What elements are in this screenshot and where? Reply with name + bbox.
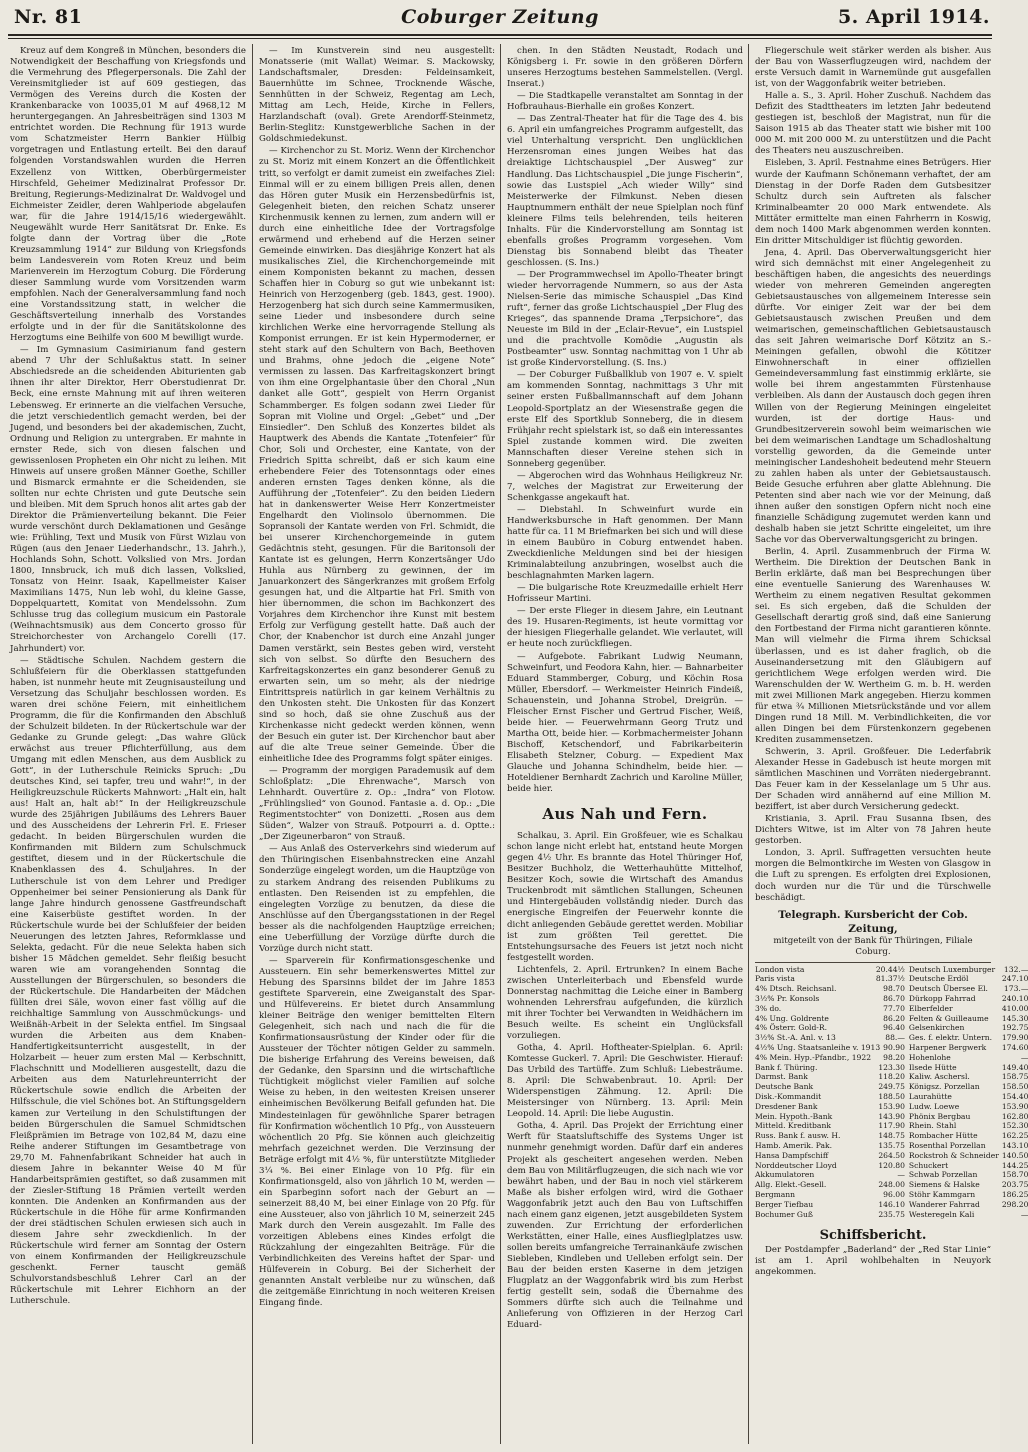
rate-name: Hamb. Amerik. Pak. (755, 1140, 833, 1150)
rate-value: — (897, 1170, 905, 1180)
article-paragraph: — Städtische Schulen. Nachdem gestern die Schlußfeiern für die Oberklassen stattgefunden haben, ist nunmehr heute mit Zeugnisausteilung und Versetzung das Schuljahr beschlossen worden. Es waren drei schöne Feiern, mit einheitlichem Programm, die für die Konfirmanden den Abschluß der Schulzeit bildeten. In der Rückertschule war der Gedanke zu Grunde gelegt: „Das wahre Glück erwächst aus treuer Pflichterfüllung, aus dem Umgang mit edlen Menschen, aus dem Ausblick zu Gott“, in der Lutherschule Reinicks Spruch: „Du deutsches Kind, sei tapfer, treu und wahr!“, in der Heiligkreuzschule Rückerts Mahnwort: „Halt ein, halt aus! Halt an, halt ab!“ In der Heiligkreuzschule wurde des 25jährigen Jubiläums des Lehrers Bauer und des Ausscheidens der Lehrerin Frl. E. Frieser gedacht. In beiden Bürgerschulen wurden die Konfirmanden mit Bildern zum Schulschmuck gestiftet, diesem und in der Rückertschule die Knabenklassen des 4. Schuljahres. In der Lutherschule ist von dem Lehrer und Prediger Oppenheimer bei seiner Pensionierung als Dank für lange Jahre hindurch genossene Gastfreundschaft eine Kaiserbüste gestiftet worden. In der Rückertschule wurde bei der Schlußfeier der beiden Neuerungen des letzten Jahres, Reformklasse und Selekta, gedacht. Für die neue Selekta haben sich bisher 15 Mädchen gemeldet. Sehr fleißig besucht waren wie am vorangehenden Sonntag die Ausstellungen der Bürgerschulen, so besonders die der Rückertschule. Die Handarbeiten der Mädchen füllten drei Säle, wovon einer fast völlig auf die reichhaltige Sammlung von Ausschmückungs- und Weißnäh-Arbeit in der Selekta entfiel. Im Singsaal wurden die Arbeiten aus dem Knaben-Handfertigkeitsunterricht ausgestellt, in der Holzarbeit — heuer zum ersten Mal — Kerbschnitt, Flachschnitt und Modellieren ausgestellt, dazu die Arbeiten aus dem Naturlehreunterricht der Rückertschule sowie endlich die Arbeiten der Hilfsschule, die viel Schönes bot. An Stiftungsgeldern kamen zur Verteilung in den Schulstiftungen der beiden Bürgerschulen die Samuel Schmidtschen Fleißprämien im Betrage von 102,84 M, dazu eine Reihe anderer Stiftungen im Gesamtbetrage von 29,70 M. Fahnenfabrikant Schneider hat auch in diesem Jahre in bekannter Weise 40 M für Handarbeitsprämien gestiftet, so daß zusammen mit der Ziesler-Stiftung 18 Prämien verteilt werden konnten. Die Andenken an Konfirmanden aus der Rückertschule in die Höhe für arme Konfirmanden der drei städtischen Schulen erwiesen sich auch in diesem Jahre sehr zweckdienlich. In der Rückertschule wird ferner am Sonntag der Ostern von einem Konfirmanden der Heiligkreuzschule geschenkt. Ferner tauscht gemäß Schulvorstandsbeschluß Lehrer Carl an der Rückertschule mit Lehrer Eichhorn an der Lutherschule. (10, 655, 246, 1307)
shipping-report-text: Der Postdampfer „Baderland“ der „Red Star Linie“ ist am 1. April wohlbehalten in Neuyork angekommen. (755, 1245, 991, 1278)
rate-row (909, 1141, 1028, 1151)
article-paragraph: Lichtenfels, 2. April. Ertrunken? In einem Bache zwischen Unterleiterbach und Ebensfeld wurde Donnerstag nachmittag die Leiche einer in Bamberg wohnenden Lehrersfrau aufgefunden, die kürzlich mit ihrer Tochter bei Verwandten in Weidhächern im Besuch weilte. Es scheint ein Unglücksfall vorzuliegen. (507, 964, 743, 1041)
rates-table (755, 962, 1028, 1220)
rate-value: 158.75 (1001, 1072, 1028, 1082)
text-column-2 (259, 46, 495, 1446)
rate-row (909, 1131, 1028, 1141)
rate-name: Westeregeln Kali (908, 1209, 975, 1219)
article-paragraph: Eisleben, 3. April. Festnahme eines Betrügers. Hier wurde der Kaufmann Schönemann verhaftet, der am Dienstag in der Dorfe Raden dem Gutsbesitzer Schultz durch sein Auftreten als falscher Kriminalbeamter 20 000 Mark entwendete. Als Mittäter ermittelte man einen Fahrherrn in Koswig, dem noch 1400 Mark abgenommen werden konnten. Ein dritter Mitschuldiger ist flüchtig geworden. (755, 158, 991, 246)
rate-name: Siemens & Halske (908, 1180, 980, 1190)
rate-name: Russ. Bank f. ausw. H. (755, 1131, 841, 1141)
rates-column-right (909, 965, 1028, 1220)
rate-value: 77.70 (883, 1003, 905, 1013)
rate-value: — (1020, 1209, 1028, 1219)
rate-value: 132.— (1003, 964, 1028, 974)
rate-name: Ludw. Loewe (908, 1101, 960, 1111)
article-paragraph: London, 3. April. Suffragetten versuchten heute morgen die Belmontkirche im Westen von Glasgow in die Luft zu sprengen. Es erfolgten drei Explosionen, doch wurden nur die Tür und die Türschwelle beschädigt. (755, 848, 991, 903)
rate-name: 3% do. (755, 1003, 782, 1013)
rate-name: Deutsche Bank (755, 1082, 814, 1092)
article-paragraph: Schalkau, 3. April. Ein Großfeuer, wie es Schalkau schon lange nicht erlebt hat, entstand heute Morgen gegen 4½ Uhr. Es brannte das Hotel Thüringer Hof, Besitzer Buchholz, die Wetterhauhütte Mittelhof, Besitzer Koch, sowie die Wirtschaft des Amandus Truckenbrodt mit sämtlichen Stallungen, Scheunen und Hintergebäuden vollständig nieder. Durch das energische Eingreifen der Feuerwehr konnte die dicht anliegenden Gebäude gerettet werden. Mobiliar ist zum größten Teil gerettet. Die Entstehungsursache des Feuers ist jetzt noch nicht festgestellt worden. (507, 831, 743, 963)
rate-value: 162.25 (1001, 1131, 1028, 1141)
rate-row (755, 1170, 905, 1180)
rate-name: Disk.-Kommandit (755, 1091, 822, 1101)
article-paragraph: chen. In den Städten Neustadt, Rodach und Königsberg i. Fr. sowie in den größeren Dörfern unseres Herzogtums bestehen Sammelstellen. (Vergl. Inserat.) (507, 46, 743, 90)
rate-value: 248.00 (878, 1180, 905, 1190)
rate-value: 20.44½ (875, 964, 905, 974)
rates-subtitle: mitgeteilt von der Bank für Thüringen, Filiale Coburg. (773, 935, 973, 957)
rate-value: 158.50 (1001, 1082, 1028, 1092)
rate-name: Phönix Bergbau (908, 1111, 971, 1121)
rate-value: 174.60 (1001, 1042, 1028, 1052)
rate-row (755, 1131, 905, 1141)
rate-row (755, 1063, 905, 1073)
rate-row (755, 974, 905, 984)
rate-row (755, 1004, 905, 1014)
rate-row (755, 1092, 905, 1102)
rate-row (909, 1102, 1028, 1112)
rate-name: London vista (755, 964, 805, 974)
rate-row (755, 1200, 905, 1210)
rate-value: 153.90 (1001, 1101, 1028, 1111)
article-paragraph: — Aufgebote. Fabrikant Ludwig Neumann, Schweinfurt, und Feodora Kahn, hier. — Bahnarbeiter Eduard Stammberger, Coburg, und Köchin Rosa Müller, Ebersdorf. — Werkmeister Heinrich Findeiß, Schauenstein, und Johanna Strobel, Dreigrün. — Fleischer Ernst Fischer und Gertrud Fischer, Weiß, beide hier. — Feuerwehrmann Georg Trutz und Martha Ott, beide hier. — Korbmachermeister Johann Bischoff, Ketschendorf, und Fabrikarbeiterin Elisabeth Stelzner, Coburg. — Expedient Max Glauche und Johanna Schindhelm, beide hier. — Hoteldiener Bernhardt Zachrich und Karoline Müller, beide hier. (507, 651, 743, 795)
rate-name: Rockstroh & Schneider (908, 1150, 999, 1160)
rate-value: 162.80 (1001, 1111, 1028, 1121)
rate-name: Felten & Guilleaume (908, 1013, 989, 1023)
rate-name: Hohenlohe (908, 1052, 951, 1062)
rate-row (909, 1092, 1028, 1102)
rate-name: Berger Tiefbau (755, 1199, 814, 1209)
article-paragraph: — Programm der morgigen Parademusik auf dem Schloßplatz: „Die Ehrenwache“, Marsch von Lehnhardt. Ouvertüre z. Op.: „Indra“ von Flotow. „Frühlingslied“ von Gounod. Fantasie a. d. Op.: „Die Regimentstochter“ von Donizetti. „Rosen aus dem Süden“, Walzer von Strauß. Potpourri a. d. Optte.: „Der Zigeunerbaron“ von Strauß. (259, 766, 495, 843)
rate-row (909, 1121, 1028, 1131)
rate-row (755, 1151, 905, 1161)
rate-name: Rhein. Stahl (908, 1121, 957, 1131)
rate-name: Harpener Bergwerk (908, 1042, 987, 1052)
rate-row (755, 1023, 905, 1033)
rate-value: 249.75 (878, 1082, 905, 1092)
rate-name: Schwab Porzellan (908, 1170, 978, 1180)
rate-value: 118.20 (878, 1072, 905, 1082)
article-paragraph: Gotha, 4. April. Hoftheater-Spielplan. 6. April: Komtesse Guckerl. 7. April: Die Geschwister. Hierauf: Das Urbild des Tartüffe. Zum Schluß: Liebesträume. 8. April: Die Schwabenbraut. 10. April: Der Widerspenstigen Zähmung. 12. April: Die Meistersinger von Nürnberg. 13. April: Mein Leopold. 14. April: Die liebe Augustin. (507, 1043, 743, 1120)
rate-name: Ges. f. elektr. Untern. (908, 1033, 993, 1043)
rate-row (755, 1082, 905, 1092)
rate-value: 158.70 (1001, 1170, 1028, 1180)
rate-name: Hansa Dampfschiff (755, 1150, 829, 1160)
rate-row (755, 965, 905, 975)
rate-row (755, 1161, 905, 1171)
article-paragraph: — Der Coburger Fußballklub von 1907 e. V. spielt am kommenden Sonntag, nachmittags 3 Uhr mit seiner ersten Fußballmannschaft auf dem Johann Leopold-Sportplatz an der Wiesenstraße gegen die erste Elf des Sportklub Sonneberg, die in diesem Frühjahr recht spielstark ist, so daß ein interessantes Spiel zustande kommen wird. Die zweiten Mannschaften dieser Vereine stehen sich in Sonneberg gegenüber. (507, 370, 743, 469)
rate-name: Laurahütte (908, 1091, 952, 1101)
rate-row (755, 1112, 905, 1122)
rate-row (755, 1141, 905, 1151)
article-paragraph: Jena, 4. April. Das Oberverwaltungsgericht hier wird sich demnächst mit einer Angelegenheit zu beschäftigen haben, die angesichts des neuerdings wieder von mehreren Gemeinden angeregten Gebietsaustausches von allgemeinem Interesse sein dürfte. Vor einiger Zeit war der bei dem Gebietsaustausch zwischen Preußen und dem weimarischen, gemeinschaftlichen Gebietsaustausch das seit Jahren weimarische Dorf Kötzitz an S.-Meiningen gefallen, obwohl die Kötitzer Einwohnerschaft in einer offiziellen Gemeindeversammlung fast einstimmig erklärte, sie wolle bei ihrem angestammten Fürstenhause verbleiben. Als dann der Austausch doch gegen ihren Willen von der Regierung Meiningen eingeleitet wurden, ist der dortige Haus- und Grundbesitzerverein sowohl beim weimarischen wie bei dem weimarischen Landtage um Schadloshaltung vorstellig geworden, da die Gemeinde unter meiningischer Landeshoheit bedeutend mehr Steuern zu zahlen haben als unter der Gebietsaustausch. Beide Gesuche erfuhren aber glatte Ablehnung. Die Petenten sind aber nach wie vor der Meinung, daß ihnen außer den sonstigen Opfern nicht noch eine finanzielle Schädigung zugemutet werden kann und deshalb haben sie jetzt Schritte eingeleitet, um ihre Sache vor das Oberverwaltungsgericht zu bringen. (755, 247, 991, 546)
article-paragraph: — Der erste Flieger in diesem Jahre, ein Leutnant des 19. Husaren-Regiments, ist heute vormittag vor der hiesigen Fliegerhalle gelandet. Wie verlautet, will er heute noch zurückfliegen. (507, 606, 743, 650)
rate-value: — (1020, 1052, 1028, 1062)
rate-value: 240.10 (1001, 994, 1028, 1003)
rate-row (909, 994, 1028, 1004)
rate-value: 186.25 (1001, 1189, 1028, 1199)
rate-row (755, 994, 905, 1004)
rate-row (755, 1180, 905, 1190)
rate-value: 148.75 (878, 1131, 905, 1141)
rate-row (755, 1121, 905, 1131)
rate-row (909, 1190, 1028, 1200)
rate-name: 3½% St.-A. Anl. v. 13 (755, 1033, 836, 1043)
rate-row (909, 1180, 1028, 1190)
article-paragraph: — Im Gymnasium Casimirianum fand gestern abend 7 Uhr der Schlußaktus statt. In seiner Abschiedsrede an die scheidenden Abiturienten gab ihnen ihr alter Direktor, Herr Oberstudienrat Dr. Beck, eine ernste Mahnung mit auf ihren weiteren Lebensweg. Er erinnerte an die vielfachen Versuche, die jetzt verschiedentlich gemacht werden, bei der Jugend, und besonders bei der akademischen, Zucht, Ordnung und Religion zu untergraben. Er mahnte in ernster Rede, sich von diesen falschen und gewissenlosen Propheten ein Ohr nicht zu leihen. Mit Hinweis auf unsere großen Männer Goethe, Schiller und Bismarck ermahnte er die Scheidenden, sie sollten nur echte Christen und gute Deutsche sein und bleiben. Mit dem Spruch honos alit artes gab der Direktor die Prämienverteilung bekannt. Die Feier wurde verschönt durch Deklamationen und Gesänge wie: Frühling, Text und Musik von Fürst Wizlau von Rügen (aus den Jenaer Liederhandschr., 13. Jahrh.), Hochlands Sohn, Schott. Volkslied von Mrs. Jordan 1800, Innsbruck, ich muß dich lassen, Volkslied, Tonsatz von Heinr. Isaak, Kapellmeister Kaiser Maximilians 1475, Nun leb wohl, du kleine Gasse, Doppelquartett, Komitat von Mendelssohn. Zum Schlusse trug das collegium musicum ein Pastorale (Weihnachtsmusik) aus dem Concerto grosso für Streichorchester von Archangelo Corelli (17. Jahrhundert) vor. (10, 345, 246, 654)
rate-name: Kaliw. Aschersl. (908, 1072, 970, 1082)
rate-row (755, 1190, 905, 1200)
rate-name: Bergmann (755, 1189, 796, 1199)
rate-row (909, 1063, 1028, 1073)
shipping-report-heading: Schiffsbericht. (819, 1228, 927, 1244)
rate-value: 120.80 (878, 1160, 905, 1170)
rate-value: 140.50 (1001, 1150, 1028, 1160)
rate-name: 4% Dtsch. Reichsanl. (755, 984, 837, 994)
article-paragraph: — Die bulgarische Rote Kreuzmedaille erhielt Herr Hofrisseur Martini. (507, 583, 743, 605)
rate-value: 81.37½ (875, 974, 905, 984)
rate-row (909, 1200, 1028, 1210)
article-paragraph: — Abgerochen wird das Wohnhaus Heiligkreuz Nr. 7, welches der Magistrat zur Erweiterung der Schenkgasse angekauft hat. (507, 470, 743, 503)
rate-row (909, 1023, 1028, 1033)
rate-name: Deutsch Übersee El. (908, 984, 988, 994)
rate-row (755, 1014, 905, 1024)
rate-value: 143.90 (878, 1111, 905, 1121)
rate-value: 188.50 (878, 1091, 905, 1101)
rate-value: 90.90 (883, 1042, 905, 1052)
rate-name: Schuckert (908, 1160, 949, 1170)
rate-name: 4% Mein. Hyp.-Pfandbr., 1922 (755, 1052, 872, 1062)
rate-value: 96.40 (883, 1023, 905, 1033)
rate-value: 264.50 (878, 1150, 905, 1160)
rate-row (755, 984, 905, 994)
rate-value: 86.70 (883, 994, 905, 1003)
rate-name: Norddeutscher Lloyd (755, 1160, 837, 1170)
rate-name: Elberfelder (908, 1003, 953, 1013)
article-paragraph: — Diebstahl. In Schweinfurt wurde ein Handwerksbursche in Haft genommen. Der Mann hatte für ca. 11 M Briefmarken bei sich und will diese in einem Baubüro in Coburg entwendet haben. Zweckdienliche Meldungen sind bei der hiesigen Kriminalabteilung anzubringen, woselbst auch die beschlagnahmten Marken lagern. (507, 504, 743, 582)
article-paragraph: — Aus Anlaß des Osterverkehrs sind wiederum auf den Thüringischen Eisenbahnstrecken eine Anzahl Sonderzüge eingelegt worden, um die Hauptzüge von zu starkem Andrang des reisenden Publikums zu entlasten. Den Reisenden ist zu empfehlen, die eingelegten Vorzüge zu benutzen, da diese die Anschlüsse auf den Übergangsstationen in der Regel besser als die nachfolgenden Hauptzüge erreichen; eine Ueberfüllung der Vorzüge dürfte durch die Vorzüge durch nicht statt. (259, 844, 495, 954)
rates-title: Telegraph. Kursbericht der Cob. Zeitung, (778, 908, 968, 935)
article-paragraph: — Sparverein für Konfirmationsgeschenke und Aussteuern. Ein sehr bemerkenswertes Mittel zur Hebung des Sparsinns bildet der im Jahre 1853 gestiftete Sparverein, eine Zweiganstalt des Spar- und Hülfevereins. Er bietet durch Ansammlung kleiner Beiträge den weniger bemittelten Eltern Gelegenheit, sich nach und nach die für die Konfirmationsausrüstung der Kinder oder für die Aussteuer der Töchter nötigen Gelder zu sammeln. Die bisherige Erfahrung des Vereins beweisen, daß der Gedanke, den Sparsinn und die wirtschaftliche Tüchtigkeit möglichst vieler Familien auf solche Weise zu heben, in den weitesten Kreisen unserer einheimischen Bevölkerung Beifall gefunden hat. Die Mindesteinlagen für gewöhnliche Sparer betragen für Konfirmation wöchentlich 10 Pfg., von Aussteuern wöchentlich 20 Pfg. Sie können auch gleichzeitig mehrfach gezeichnet werden. Die Verzinsung der Beträge erfolgt mit 4½ %, für unterstützte Mitglieder 3¼ %. Bei einer Einlage von 10 Pfg. für ein Konfirmationsgeld, also von jährlich 10 M, werden — ein Sparbeginn sofort nach der Geburt an — seinerzeit 88,40 M, bei einer Einlage von 20 Pfg. für eine Aussteuer, also von jährlich 10 M, seinerzeit 245 Mark durch den Verein ausgezahlt. Im Falle des vorzeitigen Ablebens eines Kindes erfolgt die Rückzahlung der eingezahlten Beiträge. Für die Verbindlichkeiten des Vereins haftet der Spar- und Hülfeverein in Coburg. Bei der Sicherheit der genannten Anstalt verbleibe nur zu wünschen, daß die zeitgemäße Einrichtung in noch weiteren Kreisen Eingang finde. (259, 955, 495, 1309)
rate-value: 153.90 (878, 1101, 905, 1111)
rate-name: Gelsenkirchen (908, 1023, 965, 1033)
rate-row (755, 1053, 905, 1063)
rate-row (755, 1072, 905, 1082)
rate-row (909, 1043, 1028, 1053)
rate-row (909, 965, 1028, 975)
column-divider (252, 44, 253, 1444)
text-column-3 (507, 46, 743, 1446)
article-paragraph: Berlin, 4. April. Zusammenbruch der Firma W. Wertheim. Die Direktion der Deutschen Bank in Berlin erklärte, daß man bei Besprechungen über eine eventuelle Sanierung des Warenhauses W. Wertheim zu einem negativen Resultat gekommen sei. Es sich ergeben, daß die Schulden der Gesellschaft derartig groß sind, daß eine Sanierung den Fortbestand der Firma nicht garantieren könnte. Man will vielmehr die Firma ihrem Schicksal überlassen, und es ist daher fraglich, ob die Auseinandersetzung mit den Gläubigern auf gerichtlichem Wege erfolgen werden wird. Die Warenschulden der W. Wertheim G. m. b. H. werden mit zwei Millionen Mark angegeben. Hierzu kommen für etwa ¾ Millionen Mietsrückstände und vor allem Dingen rund 18 Mill. M. Verbindlichkeiten, die vor allen Dingen bei dem Fürstenkonzern gegebenen Krediten zusammensetzen. (755, 547, 991, 745)
rate-row (909, 1082, 1028, 1092)
rate-value: 154.40 (1001, 1091, 1028, 1101)
article-paragraph: Fliegerschule weit stärker werden als bisher. Aus der Bau von Wasserflugzeugen wird, nachdem der erste Versuch damit in Warnemünde gut ausgefallen ist, von der Waggonfabrik weiter betrieben. (755, 46, 991, 90)
rate-row (755, 1102, 905, 1112)
rate-row (909, 1170, 1028, 1180)
masthead-rule-bottom (8, 38, 992, 39)
rate-value: 247.10 (1001, 974, 1028, 984)
rate-name: Rombacher Hütte (908, 1131, 978, 1141)
rate-name: Bochumer Guß (755, 1209, 813, 1219)
issue-date: 5. April 1914. (837, 6, 990, 28)
rate-row (909, 1161, 1028, 1171)
rate-name: Akkumulatoren (755, 1170, 815, 1180)
rate-value: 88.— (885, 1033, 905, 1043)
rate-row (909, 1112, 1028, 1122)
article-paragraph: — Die Stadtkapelle veranstaltet am Sonntag in der Hofbrauhaus-Bierhalle ein großes Konzert. (507, 91, 743, 113)
rate-name: Ilsede Hütte (908, 1062, 957, 1072)
rate-value: 203.75 (1001, 1180, 1028, 1190)
rate-name: Mitteld. Kreditbank (755, 1121, 831, 1131)
rate-row (909, 1014, 1028, 1024)
rate-value: 135.75 (878, 1140, 905, 1150)
article-paragraph: Halle a. S., 3. April. Hoher Zuschuß. Nachdem das Defizit des Stadttheaters im letzten Jahr bedeutend gestiegen ist, beschloß der Magistrat, nun für die Saison 1915 ab das Theater statt wie bisher mit 100 000 M. mit 200 000 M. zu unterstützen und die Pacht des Theaters neu auszuschreiben. (755, 91, 991, 157)
text-column-1 (10, 46, 246, 1446)
column-divider (500, 44, 501, 1444)
masthead-rule-top (8, 34, 992, 36)
issue-number: Nr. 81 (14, 6, 83, 28)
article-paragraph: Gotha, 4. April. Das Projekt der Errichtung einer Werft für Staatsluftschiffe des Systems Unger ist nunmehr genehmigt worden. Dafür darf ein anderes Projekt als gescheitert angesehen werden. Neben dem Bau von Militärflugzeugen, die sich nach wie vor bewährt haben, und der Bau in noch viel stärkerem Maße als bisher erfolgen wird, wird die Gothaer Waggonfabrik jetzt auch den Bau von Luftschiffen nach einem ganz eigenen, jetzt ausgebildeten System zuwenden. Zur Errichtung der erforderlichen Werkstätten, einer Halle, eines Ausflieglplatzes usw. sollen bereits umfangreiche Terrainankäufe zwischen Siebleben, Kindleben und Uelleben erfolgt sein. Der Bau der beiden ersten Kaserne in dem jetzigen Flugplatz an der Waggonfabrik wird bis zum Herbst fertig gestellt sein, sodaß die Übernahme des Sommers dürfte sich auch die Teilnahme und Anlieferung von Offizieren in der Herzog Carl Eduard- (507, 1121, 743, 1331)
rate-name: Stöhr Kammgarn (908, 1189, 976, 1199)
rate-value: 149.40 (1001, 1062, 1028, 1072)
rate-name: Darmst. Bank (755, 1072, 808, 1082)
rate-row (909, 974, 1028, 984)
rate-value: 96.00 (883, 1189, 905, 1199)
rate-row (755, 1210, 905, 1220)
rate-row (755, 1033, 905, 1043)
article-paragraph: — Im Kunstverein sind neu ausgestellt: Monatsserie (mit Wallat) Weimar. S. Mackowsky, Landschaftsmaler, Dresden: Feldeinsamkeit, Bauernhütte im Schnee, Trocknende Wäsche, Sennhütten in der Schweiz, Regentag am Lech, Mittag am Lech, Heide, Kirche in Fellers, Harzlandschaft (oval). Grete Arendorff-Steinmetz, Berlin-Steglitz: Kunstgewerbliche Sachen in der Goldschmiedekunst. (259, 46, 495, 145)
rate-name: 4% Ung. Goldrente (755, 1013, 829, 1023)
rate-name: 3½% Pr. Konsols (755, 994, 820, 1003)
rate-row (909, 1004, 1028, 1014)
rate-value: 410.00 (1001, 1003, 1028, 1013)
article-paragraph: Schwerin, 3. April. Großfeuer. Die Lederfabrik Alexander Hesse in Gadebusch ist heute morgen mit sämtlichen Maschinen und Vorräten niedergebrannt. Das Feuer kam in der Kesselanlage um 5 Uhr aus. Der Schaden wird annähernd auf eine Million M. beziffert, ist aber durch Versicherung gedeckt. (755, 746, 991, 813)
rates-column-left (755, 965, 905, 1220)
rate-name: Dresdener Bank (755, 1101, 818, 1111)
rate-name: Deutsche Erdöl (908, 974, 969, 984)
column-divider (748, 44, 749, 1444)
rate-name: 4½% Ung. Staatsanleihe v. 1913 (755, 1042, 881, 1052)
article-paragraph: — Das Zentral-Theater hat für die Tage des 4. bis 6. April ein umfangreiches Programm aufgestellt, das viel Unterhaltung verspricht. Den unglücklichen Herzensroman eines jungen Weibes hat das dreiaktige Lichtschauspiel „Der Ausweg“ zur Handlung. Das Lichtschauspiel „Die junge Fischerin“, sowie das Lustspiel „Ach wieder Willy“ sind Meisterwerke der Filmkunst. Neben diesen Hauptnummern enthält der neue Spielplan noch fünf kleinere Films teils belehrenden, teils heiteren Inhalts. Für die Kindervorstellung am Sonntag ist ebenfalls großes Programm vorgesehen. Vom Dienstag bis Sonnabend bleibt das Theater geschlossen. (S. Ins.) (507, 114, 743, 268)
rate-value: 117.90 (878, 1121, 905, 1131)
rate-name: Königsz. Porzellan (908, 1082, 980, 1092)
article-paragraph: — Kirchenchor zu St. Moriz. Wenn der Kirchenchor zu St. Moriz mit einem Konzert an die Öffentlichkeit tritt, so verfolgt er damit zumeist ein zweifaches Ziel: Einmal will er zu einem billigen Preis allen, denen das Hören guter Musik ein Herzensbedürfnis ist, Gelegenheit bieten, den reichen Schatz unserer Kirchenmusik kennen zu lernen, zum andern will er durch eine einheitliche Idee der Vortragsfolge erwärmend und erhebend auf die Herzen seiner Gemeinde einwirken. Das diesjährige Konzert hat als musikalisches Ziel, die Kirchenchorgemeinde mit einem Komponisten bekannt zu machen, dessen Schaffen hier in Coburg so gut wie unbekannt ist: Heinrich von Herzogenberg (geb. 1843, gest. 1900). Herzogenberg hat sich durch seine Kammermusiken, seine Lieder und insbesondere durch seine kirchlichen Werke eine hervorragende Stellung als Komponist errungen. Er ist kein Hypermoderner, er steht stark auf den Schultern von Bach, Beethoven und Brahms, ohne jedoch die „eigene Note“ vermissen zu lassen. Das Karfreitagskonzert bringt von ihm eine Orgelphantasie über den Choral „Nun danket alle Gott“, gespielt von Herrn Organist Schammberger. Es folgen sodann zwei Lieder für Sopran mit Violine und Orgel: „Gebet“ und „Der Einsiedler“. Den Schluß des Konzertes bildet als Hauptwerk des Abends die Kantate „Totenfeier“ für Chor, Soli und Orchester, eine Kantate, von der Friedrich Spitta schreibt, daß er sich kaum eine erhebendere Feier des Totensonntags oder eines anderen ernsten Tages denken könne, als die Aufführung der „Totenfeier“. Zu den beiden Liedern hat in dankenswerter Weise Herr Konzertmeister Engelhardt den Violinsolo übernommen. Die Sopransoli der Kantate werden von Frl. Schmidt, die bei unserer Kirchenchorgemeinde in gutem Gedächtnis steht, gesungen. Für die Baritonsoli der Kantate ist es gelungen, Herrn Konzertsänger Udo Huhla aus Nürnberg zu gewinnen, der im Januarkonzert des Sängerkranzes mit großem Erfolg gesungen hat, und die Altpartie hat Frl. Smith von hier übernommen, die schon im Bachkonzert des Vorjahres dem Kirchenchor ihre Kunst mit bestem Erfolg zur Verfügung gestellt hatte. Daß auch der Chor, der Knabenchor ist durch eine Anzahl junger Damen verstärkt, sein Bestes geben wird, versteht sich von selbst. So dürfte den Besuchern des Karfreitagskonzertes ein ganz besonderer Genuß zu erwarten sein, um so mehr, als der niedrige Eintrittspreis natürlich in gar keinem Verhältnis zu den Unkosten steht. Die Unkosten für das Konzert sind so hoch, daß sie ohne Zuschuß aus der Kirchenkasse nicht gedeckt werden können, wenn der Besuch ein guter ist. Der Kirchenchor baut aber auf die alte Treue seiner Gemeinde. Über die einheitliche Idee des Programms folgt später einiges. (259, 146, 495, 764)
rate-name: Wanderer Fahrrad (908, 1199, 980, 1209)
rate-value: 143.10 (1001, 1140, 1028, 1150)
rate-value: 152.30 (1001, 1121, 1028, 1131)
rate-value: 145.30 (1001, 1013, 1028, 1023)
article-paragraph: Kristiania, 3. April. Frau Susanna Ibsen, des Dichters Witwe, ist im Alter von 78 Jahren heute gestorben. (755, 814, 991, 847)
rate-row (909, 1210, 1028, 1220)
rate-row (909, 1033, 1028, 1043)
rate-name: 4% Österr. Gold-R. (755, 1023, 828, 1033)
rate-row (909, 984, 1028, 994)
newspaper-title: Coburger Zeitung (401, 6, 599, 28)
rate-value: 86.20 (883, 1013, 905, 1023)
rate-name: Rosenthal Porzellan (908, 1140, 986, 1150)
rate-row (755, 1043, 905, 1053)
rate-name: Dürkopp Fahrrad (908, 994, 976, 1003)
rate-value: 144.25 (1001, 1160, 1028, 1170)
column-4-articles (755, 46, 991, 904)
rate-name: Allg. Elekt.-Gesell. (755, 1180, 827, 1190)
article-paragraph: Kreuz auf dem Kongreß in München, besonders die Notwendigkeit der Beschaffung von Kriegsfonds und die Vermehrung des Pflegerpersonals. Die Zahl der Vereinsmitglieder ist auf 609 gestiegen, das Vermögen des Vereins durch die Kosten der Krankenbaracke von 10035,01 M auf 4968,12 M heruntergegangen. An Jahresbeiträgen sind 1303 M entrichtet worden. Die Rechnung für 1913 wurde vom Schatzmeister Herrn Bankier Hülbig vorgetragen und Entlastung erteilt. Bei den darauf folgenden Vorstandswahlen wurden die Herren Exzellenz von Wittken, Oberbürgermeister Hirschfeld, Geheimer Medizinalrat Professor Dr. Breitung, Regierungs-Medizinalrat Dr. Waldvogel und Eichmeister Zeidler, deren Wahlperiode abgelaufen war, für die Jahre 1914/15/16 wiedergewählt. Neugewählt wurde Herr Sanitätsrat Dr. Enke. Es folgte dann der Vortrag über die „Rote Kreuzsammlung 1914“ zur Bildung von Kriegsfonds beim Landesverein vom Roten Kreuz und beim Marienverein im Herzogtum Coburg. Die Förderung dieser Sammlung wurde vom Vorsitzenden warm empfohlen. Nach der Generalversammlung fand noch eine Vorstandssitzung statt, in welcher die Geschäftsverteilung innerhalb des Vorstandes erfolgte und in der für die Sanitätskolonne des Herzogtums eine Beihilfe von 600 M bewilligt wurde. (10, 46, 246, 344)
rate-value: 123.30 (878, 1062, 905, 1072)
rate-row (909, 1072, 1028, 1082)
rate-name: Deutsch Luxemburger (908, 964, 996, 974)
rate-value: 173.— (1003, 984, 1028, 994)
rate-value: 235.75 (878, 1209, 905, 1219)
rate-name: Paris vista (755, 974, 795, 984)
rate-row (909, 1053, 1028, 1063)
rate-row (909, 1151, 1028, 1161)
rate-value: 298.20 (1001, 1199, 1028, 1209)
rate-value: 98.70 (883, 984, 905, 994)
rate-name: Mein. Hypoth.-Bank (755, 1111, 833, 1121)
rate-value: 192.75 (1001, 1023, 1028, 1033)
text-column-4 (755, 46, 1028, 1446)
rate-name: Bank f. Thüring. (755, 1062, 818, 1072)
section-heading: Aus Nah und Fern. (542, 805, 708, 824)
article-paragraph: — Der Programmwechsel im Apollo-Theater bringt wieder hervorragende Nummern, so aus der Asta Nielsen-Serie das mimische Schauspiel „Das Kind ruft“, ferner das große Lichtschauspiel „Der Flug des Krieges“, das spannende Drama „Terpsichore“, das Neueste im Bild in der „Eclair-Revue“, ein Lustspiel und die prachtvolle Komödie „Augustin als Postbeamter“ usw. Sonntag nachmittag von 1 Uhr ab ist große Kindervorstellung. (S. Ins.) (507, 269, 743, 369)
rate-value: 179.90 (1001, 1033, 1028, 1043)
rate-value: 146.10 (878, 1199, 905, 1209)
rate-value: 98.20 (883, 1052, 905, 1062)
